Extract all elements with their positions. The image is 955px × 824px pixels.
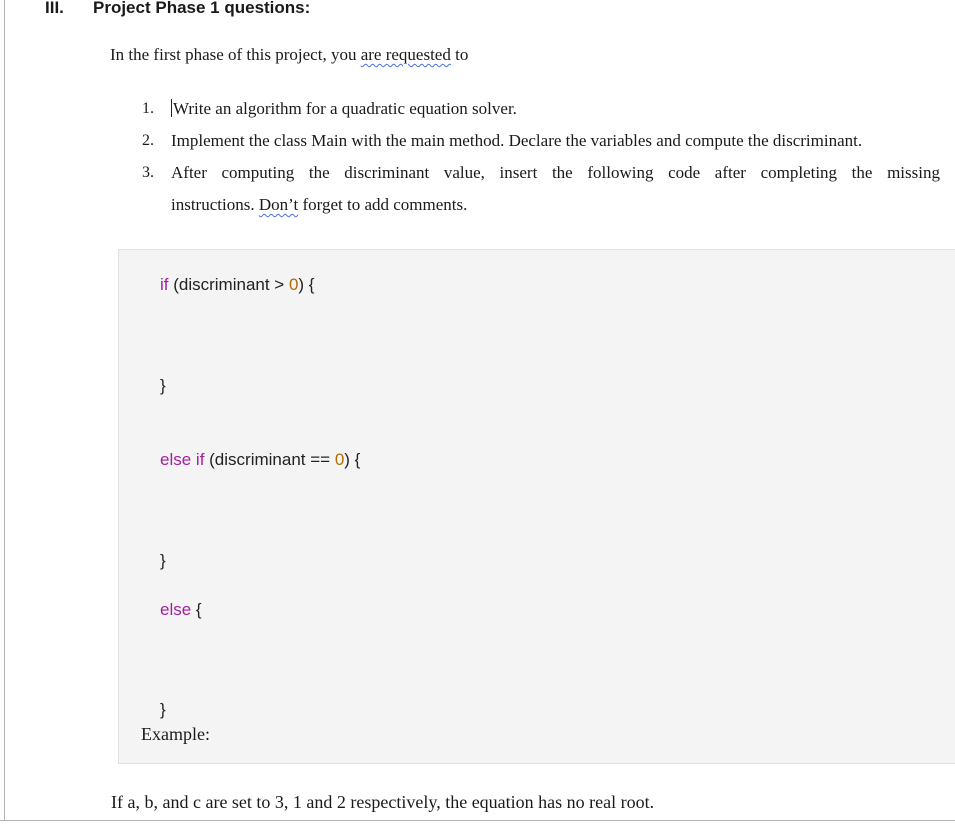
- intro-flagged-phrase[interactable]: are requested: [360, 45, 451, 64]
- bottom-rule: [0, 820, 955, 821]
- code-else-if-condition: (discriminant ==: [204, 450, 335, 469]
- code-close-brace-2: }: [160, 551, 166, 570]
- step-2-text: Implement the class Main with the main method. Declare the variables and compute the discriminant.: [171, 131, 863, 150]
- step-3-number: 3.: [142, 164, 154, 181]
- section-title: Project Phase 1 questions:: [93, 0, 311, 17]
- intro-suffix: to: [450, 45, 469, 64]
- code-else-line: [160, 600, 202, 620]
- intro-prefix: In the first phase of this project, you: [110, 45, 361, 64]
- left-margin-rule: [4, 0, 5, 820]
- step-3-line-2-prefix: instructions.: [171, 195, 259, 214]
- step-1-text[interactable]: [171, 99, 517, 119]
- intro-paragraph: [110, 45, 468, 65]
- step-3-flagged-word[interactable]: Don’t: [258, 195, 299, 214]
- conclusion-sentence: If a, b, and c are set to 3, 1 and 2 respectively, the equation has no real root.: [111, 792, 655, 812]
- step-1-label: Write an algorithm for a quadratic equation solver.: [173, 99, 517, 118]
- code-else-keyword: else: [160, 450, 192, 469]
- code-close-brace-3: }: [160, 700, 166, 719]
- code-if-line: [160, 275, 314, 295]
- code-if-end: ) {: [298, 275, 315, 294]
- step-2-number: 2.: [142, 132, 154, 149]
- code-else-if-zero: 0: [334, 450, 345, 469]
- code-else-if-end: ) {: [344, 450, 361, 469]
- code-if-keyword-2: if: [195, 450, 205, 469]
- code-else-end: {: [191, 600, 202, 619]
- code-if-zero: 0: [288, 275, 299, 294]
- code-if-condition: (discriminant >: [168, 275, 289, 294]
- section-number: III.: [45, 0, 64, 17]
- text-cursor: [171, 99, 172, 117]
- code-if-keyword: if: [160, 275, 169, 294]
- step-1-number: 1.: [142, 100, 154, 117]
- step-3-line-1: After computing the discriminant value, insert the following code after completing the missing: [171, 163, 940, 182]
- code-close-brace-1: }: [160, 376, 166, 395]
- code-else-keyword-2: else: [160, 600, 192, 619]
- example-label: Example:: [141, 724, 210, 744]
- code-else-if-line: [160, 450, 360, 470]
- step-3-line-2-suffix: forget to add comments.: [298, 195, 468, 214]
- step-3-line-2: [171, 195, 467, 215]
- code-block: [118, 249, 955, 764]
